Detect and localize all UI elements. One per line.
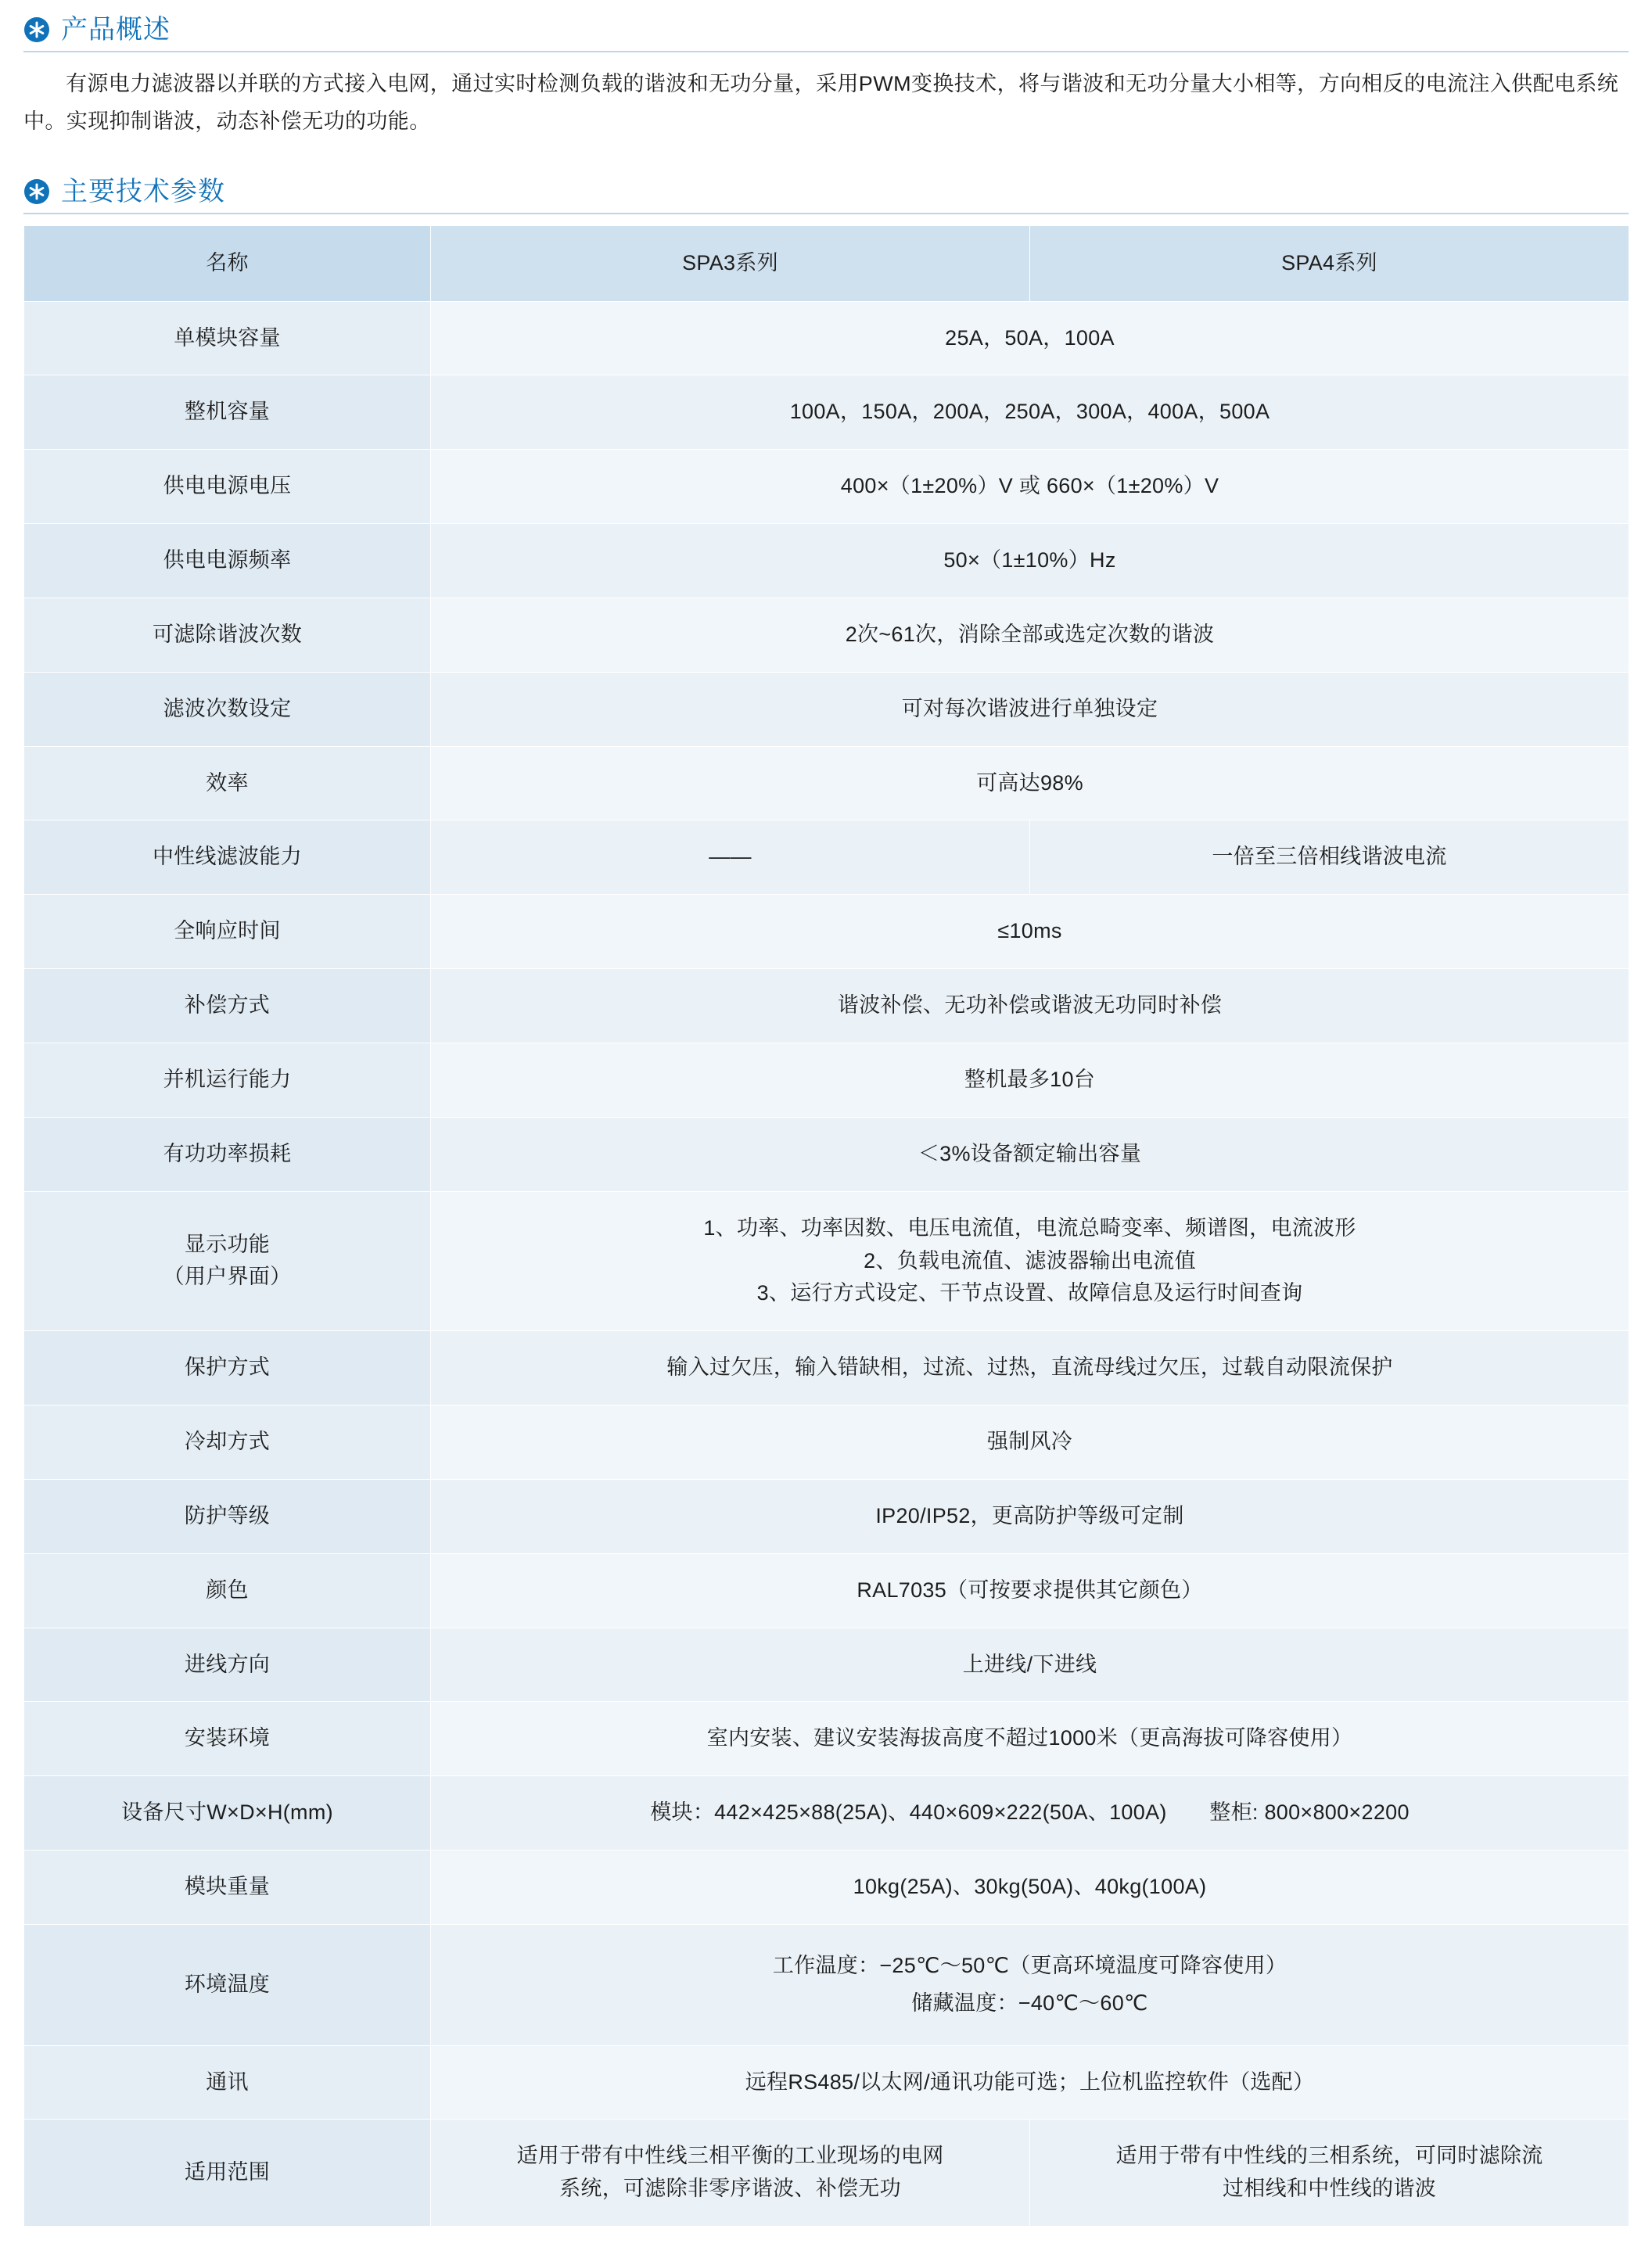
table-header-row [24,225,1629,301]
row-value-spa4 [1030,2120,1629,2227]
column-header-name: 名称 [24,225,431,301]
table-row [24,895,1629,969]
row-label: 保护方式 [24,1331,431,1405]
row-label: 颜色 [24,1553,431,1628]
table-row [24,820,1629,895]
row-label: 适用范围 [24,2120,431,2227]
row-value-spa4: 一倍至三倍相线谐波电流 [1030,820,1629,895]
table-row [24,969,1629,1043]
table-row [24,1776,1629,1851]
row-value: 模块：442×425×88(25A)、440×609×222(50A、100A) 整柜: 800×800×2200 [431,1776,1629,1851]
asterisk-badge-icon [23,178,50,205]
row-value: RAL7035（可按要求提供其它颜色） [431,1553,1629,1628]
row-value: ＜3%设备额定输出容量 [431,1117,1629,1191]
table-row [24,2120,1629,2227]
table-row [24,746,1629,820]
overview-paragraph: 有源电力滤波器以并联的方式接入电网，通过实时检测负载的谐波和无功分量，采用PWM变换技术，将与谐波和无功分量大小相等，方向相反的电流注入供配电系统中。实现抑制谐波，动态补偿无功的功能。 [23,71,1619,133]
table-row [24,1924,1629,2045]
overview-title: 产品概述 [61,15,171,45]
table-row [24,1331,1629,1405]
overview-divider [23,51,1629,52]
table-row [24,1851,1629,1925]
row-value-line: 适用于带有中性线三相平衡的工业现场的电网 [516,2144,944,2168]
row-label: 进线方向 [24,1628,431,1702]
row-label-sub: （用户界面） [163,1265,292,1289]
table-row [24,450,1629,524]
table-row [24,598,1629,672]
table-row [24,1405,1629,1480]
row-value [431,1924,1629,2045]
row-label: 供电电源电压 [24,450,431,524]
specs-section-header [23,176,1629,208]
row-value-line: 工作温度：−25℃～50℃（更高环境温度可降容使用） [772,1953,1287,1977]
row-value: 10kg(25A)、30kg(50A)、40kg(100A) [431,1851,1629,1925]
row-value-line: 过相线和中性线的谐波 [1223,2177,1436,2201]
row-value-line: 2、负载电流值、滤波器输出电流值 [864,1248,1196,1273]
column-header-spa4: SPA4系列 [1030,225,1629,301]
table-row [24,1117,1629,1191]
specs-divider [23,213,1629,214]
row-value [431,1191,1629,1331]
row-value-line: 储藏温度：−40℃～60℃ [911,1991,1148,2015]
row-value-line: 系统，可滤除非零序谐波、补偿无功 [559,2177,901,2201]
table-row [24,2045,1629,2120]
table-row [24,1702,1629,1776]
specs-title: 主要技术参数 [61,176,225,206]
row-label: 供电电源频率 [24,524,431,598]
row-value: IP20/IP52，更高防护等级可定制 [431,1479,1629,1553]
row-label: 滤波次数设定 [24,672,431,746]
row-label [24,1191,431,1331]
row-value-spa3 [431,2120,1030,2227]
row-label: 模块重量 [24,1851,431,1925]
row-label: 安装环境 [24,1702,431,1776]
row-value-line: 适用于带有中性线的三相系统，可同时滤除流 [1115,2144,1543,2168]
row-label: 冷却方式 [24,1405,431,1480]
table-row [24,1479,1629,1553]
row-label: 有功功率损耗 [24,1117,431,1191]
table-row [24,524,1629,598]
row-label: 全响应时间 [24,895,431,969]
column-header-spa3: SPA3系列 [431,225,1030,301]
row-label: 单模块容量 [24,301,431,375]
row-label: 设备尺寸W×D×H(mm) [24,1776,431,1851]
table-row [24,1191,1629,1331]
row-label: 防护等级 [24,1479,431,1553]
table-row [24,1553,1629,1628]
row-value: ≤10ms [431,895,1629,969]
row-label: 中性线滤波能力 [24,820,431,895]
row-value: 上进线/下进线 [431,1628,1629,1702]
row-value-line: 1、功率、功率因数、电压电流值，电流总畸变率、频谱图，电流波形 [703,1215,1356,1240]
table-row [24,1628,1629,1702]
table-row [24,1043,1629,1117]
spec-table [23,225,1629,2227]
row-value: 100A，150A，200A，250A，300A，400A，500A [431,375,1629,450]
row-label: 环境温度 [24,1924,431,2045]
row-value: 输入过欠压，输入错缺相，过流、过热，直流母线过欠压，过载自动限流保护 [431,1331,1629,1405]
overview-section-header [23,14,1629,46]
row-value: 室内安装、建议安装海拔高度不超过1000米（更高海拔可降容使用） [431,1702,1629,1776]
row-label-main: 显示功能 [184,1232,271,1256]
row-value: 整机最多10台 [431,1043,1629,1117]
row-label: 并机运行能力 [24,1043,431,1117]
table-row [24,672,1629,746]
row-value: 谐波补偿、无功补偿或谐波无功同时补偿 [431,969,1629,1043]
row-label: 效率 [24,746,431,820]
table-row [24,301,1629,375]
row-label: 补偿方式 [24,969,431,1043]
row-value: 50×（1±10%）Hz [431,524,1629,598]
row-label: 可滤除谐波次数 [24,598,431,672]
row-value: 强制风冷 [431,1405,1629,1480]
row-value-spa3: —— [431,820,1030,895]
table-row [24,375,1629,450]
row-value: 400×（1±20%）V 或 660×（1±20%）V [431,450,1629,524]
row-value: 可高达98% [431,746,1629,820]
row-label: 通讯 [24,2045,431,2120]
row-value: 远程RS485/以太网/通讯功能可选；上位机监控软件（选配） [431,2045,1629,2120]
row-value: 可对每次谐波进行单独设定 [431,672,1629,746]
row-value-line: 3、运行方式设定、干节点设置、故障信息及运行时间查询 [756,1281,1303,1305]
row-value: 25A，50A，100A [431,301,1629,375]
row-value: 2次~61次，消除全部或选定次数的谐波 [431,598,1629,672]
row-label: 整机容量 [24,375,431,450]
asterisk-badge-icon [23,16,50,43]
